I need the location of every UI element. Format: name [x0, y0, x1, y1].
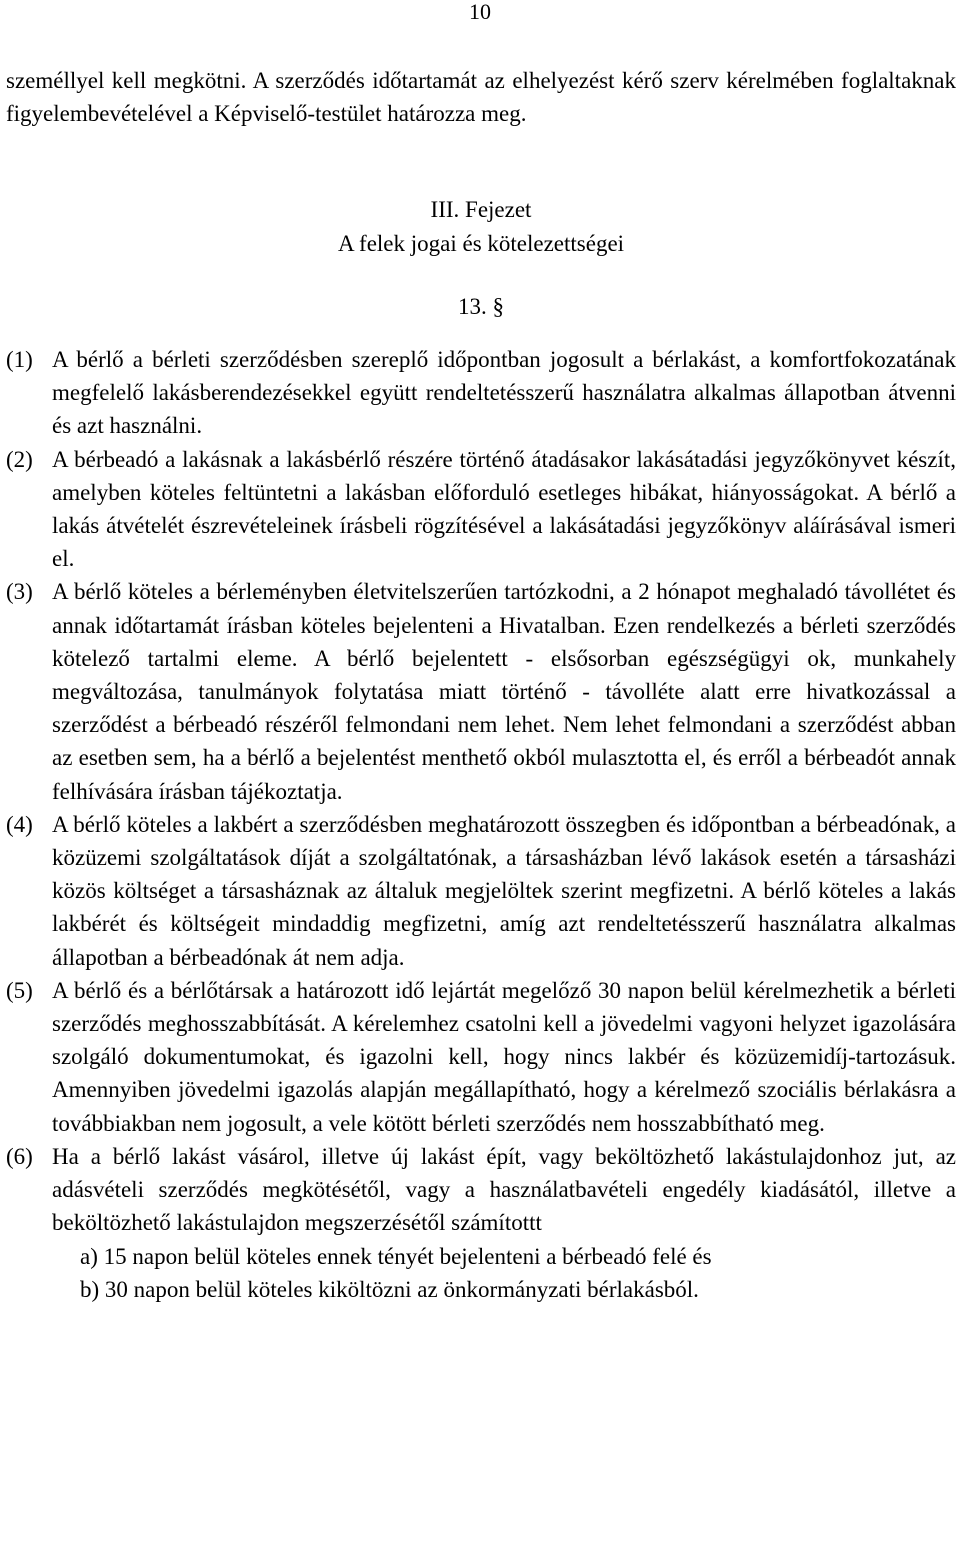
intro-paragraph: személlyel kell megkötni. A szerződés időtartamát az elhelyezést kérő szerv kérelmében foglaltaknak figyelembevételével a Képviselő-testület határozza meg.	[6, 68, 956, 127]
paragraph-1	[6, 343, 956, 443]
paragraph-text: A bérlő köteles a lakbért a szerződésben meghatározott összegben és időpontban a bérbeadónak, a közüzemi szolgáltatások díját a szolgáltatónak, a társasházban lévő lakások esetén a társasházi közös költséget a társasháznak az általuk megjelöltek szerint megfizetni. A bérlő köteles a lakás lakbérét és költségeit mindaddig megfizetni, amíg azt rendeltetésszerű használatra alkalmas állapotban a bérbeadónak át nem adja.	[52, 811, 956, 970]
paragraph-text: A bérbeadó a lakásnak a lakásbérlő részére történő átadásakor lakásátadási jegyzőkönyvet készít, amelyben köteles feltüntetni a lakásban előforduló esetleges hibákat, hiányosságokat. A bérlő a lakás átvételét észrevételeinek írásbeli rögzítésével a lakásátadási jegyzőkönyv aláírásával ismeri el.	[52, 446, 956, 572]
paragraph-number: (3)	[6, 579, 33, 605]
paragraph-list	[6, 343, 956, 1306]
paragraph-text: A bérlő a bérleti szerződésben szereplő időpontban jogosult a bérlakást, a komfortfokozatának megfelelő lakásberendezésekkel együtt rendeltetésszerű használatra alkalmas állapotban átvenni és azt használni.	[52, 347, 956, 439]
paragraph-text: A bérlő köteles a bérleményben életvitelszerűen tartózkodni, a 2 hónapot meghaladó távollétet és annak időtartamát írásban köteles bejelenteni a Hivatalban. Ezen rendelkezés a bérleti szerződés kötelező tartalmi eleme. A bérlő bejelentett - elsősorban egészségügyi ok, munkahely megváltozása, tanulmányok folytatása miatt történő - távolléte alatt erre hivatkozással a szerződést a bérbeadó részéről felmondani nem lehet. Nem lehet felmondani a szerződést abban az esetben sem, ha a bérlő a bejelentést menthető okból mulasztotta el, és erről a bérbeadót annak felhívására írásban tájékoztatja.	[52, 579, 956, 804]
paragraph-4	[6, 808, 956, 974]
paragraph-text: A bérlő és a bérlőtársak a határozott idő lejártát megelőző 30 napon belül kérelmezhetik a bérleti szerződés meghosszabbítását. A kérelemhez csatolni kell a jövedelmi vagyoni helyzet igazolására szolgáló dokumentumokat, és igazolni kell, hogy nincs lakbér és közüzemidíj-tartozásuk. Amennyiben jövedelmi igazolás alapján megállapítható, hogy a kérelmező szociális bérlakásra a továbbiakban nem jogosult, a vele kötött bérleti szerződés nem hosszabbítható meg.	[52, 977, 956, 1136]
paragraph-5	[6, 974, 956, 1140]
paragraph-number: (2)	[6, 446, 33, 472]
subitem-b: b) 30 napon belül köteles kiköltözni az önkormányzati bérlakásból.	[80, 1276, 699, 1302]
document-body	[6, 64, 956, 1306]
paragraph-3	[6, 575, 956, 807]
section-heading: 13. §	[458, 293, 504, 319]
subitem-a: a) 15 napon belül köteles ennek tényét bejelenteni a bérbeadó felé és	[80, 1243, 712, 1269]
paragraph-number: (5)	[6, 977, 33, 1003]
paragraph-number: (6)	[6, 1143, 33, 1169]
chapter-heading: III. Fejezet	[430, 197, 532, 223]
paragraph-number: (4)	[6, 811, 33, 837]
paragraph-text: Ha a bérlő lakást vásárol, illetve új lakást épít, vagy beköltözhető lakástulajdonhoz jut, az adásvételi szerződés megkötésétől, vagy a használatbavételi engedély kiadásától, illetve a beköltözhető lakástulajdon megszerzésétől számítottt	[52, 1143, 956, 1236]
chapter-title: A felek jogai és kötelezettségei	[337, 230, 625, 256]
paragraph-2	[6, 443, 956, 576]
page-number: 10	[469, 0, 491, 24]
paragraph-number: (1)	[6, 347, 33, 373]
paragraph-6	[6, 1140, 956, 1240]
